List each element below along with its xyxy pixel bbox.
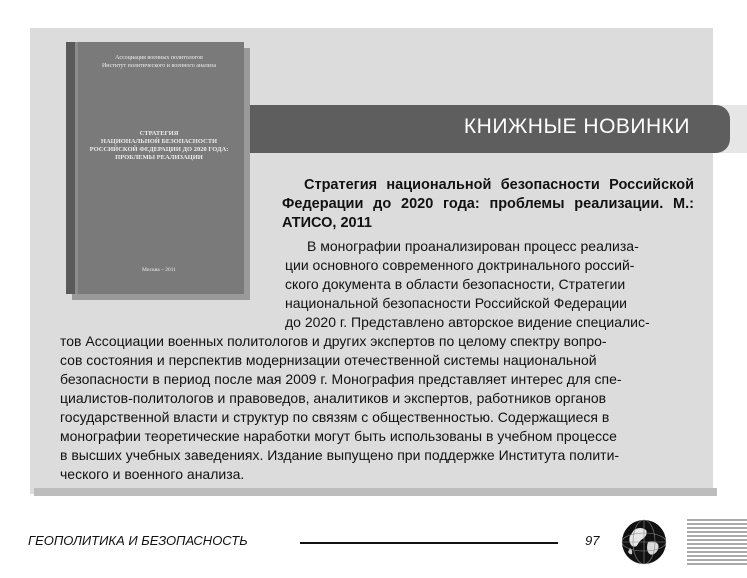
book-publisher-line: Институт политического и военного анализа (101, 63, 217, 69)
article-line: сов состояния и перспектив модернизации отечественной системы национальной (60, 352, 597, 368)
article-line: государственной власти и структур по связям с общественностью. Содержащиеся в (60, 409, 610, 425)
article-line: циалистов-политологов и правоведов, аналитиков и экспертов, работников органов (60, 390, 607, 406)
section-title: КНИЖНЫЕ НОВИНКИ (463, 115, 690, 138)
book-title-line: СТРАТЕГИЯ (139, 130, 179, 137)
article-line: национальной безопасности Российской Федерации (285, 295, 627, 311)
book-title-line: НАЦИОНАЛЬНОЙ БЕЗОПАСНОСТИ (100, 138, 218, 145)
section-header (238, 105, 716, 153)
article-line: ческого и военного анализа. (60, 466, 245, 482)
book-spine (66, 42, 75, 294)
article-line: ции основного современного доктринального россий- (285, 257, 635, 273)
book-cover (66, 42, 244, 294)
article-title: Стратегия национальной безопасности Российской Федерации до 2020 года: проблемы реализации. М.: АТИСО, 2011 (282, 177, 694, 231)
decorative-stripes (687, 518, 747, 566)
book-title-line: РОССИЙСКОЙ ФЕДЕРАЦИИ ДО 2020 ГОДА: (89, 146, 229, 153)
journal-name: ГЕОПОЛИТИКА И БЕЗОПАСНОСТЬ (28, 533, 248, 548)
article-line: ского документа в области безопасности, Стратегии (285, 276, 626, 292)
header-tab-cap (712, 105, 730, 153)
article-line: В монографии проанализирован процесс реализа- (307, 238, 639, 254)
book-title-line: ПРОБЛЕМЫ РЕАЛИЗАЦИИ (115, 154, 203, 161)
article-line: тов Ассоциации военных политологов и других экспертов по целому спектру вопро- (60, 333, 607, 349)
book-footer: Москва – 2011 (141, 267, 176, 273)
panel-shadow (34, 488, 717, 496)
book-title (80, 130, 238, 162)
globe-icon (620, 518, 668, 566)
book-publisher (80, 54, 238, 70)
page-number: 97 (585, 533, 600, 548)
book-spine-highlight (75, 42, 78, 294)
footer-rule (300, 542, 558, 544)
article-line: безопасности в период после мая 2009 г. Монография представляет интерес для спе- (60, 371, 622, 387)
article-line: до 2020 г. Представлено авторское видение специалис- (285, 314, 650, 330)
article-line: монографии теоретические наработки могут быть использованы в учебном процессе (60, 428, 617, 444)
article-line: в высших учебных заведениях. Издание выпущено при поддержке Института полити- (60, 447, 620, 463)
book-publisher-line: Ассоциация военных политологов (115, 55, 203, 61)
header-tab (712, 105, 747, 153)
